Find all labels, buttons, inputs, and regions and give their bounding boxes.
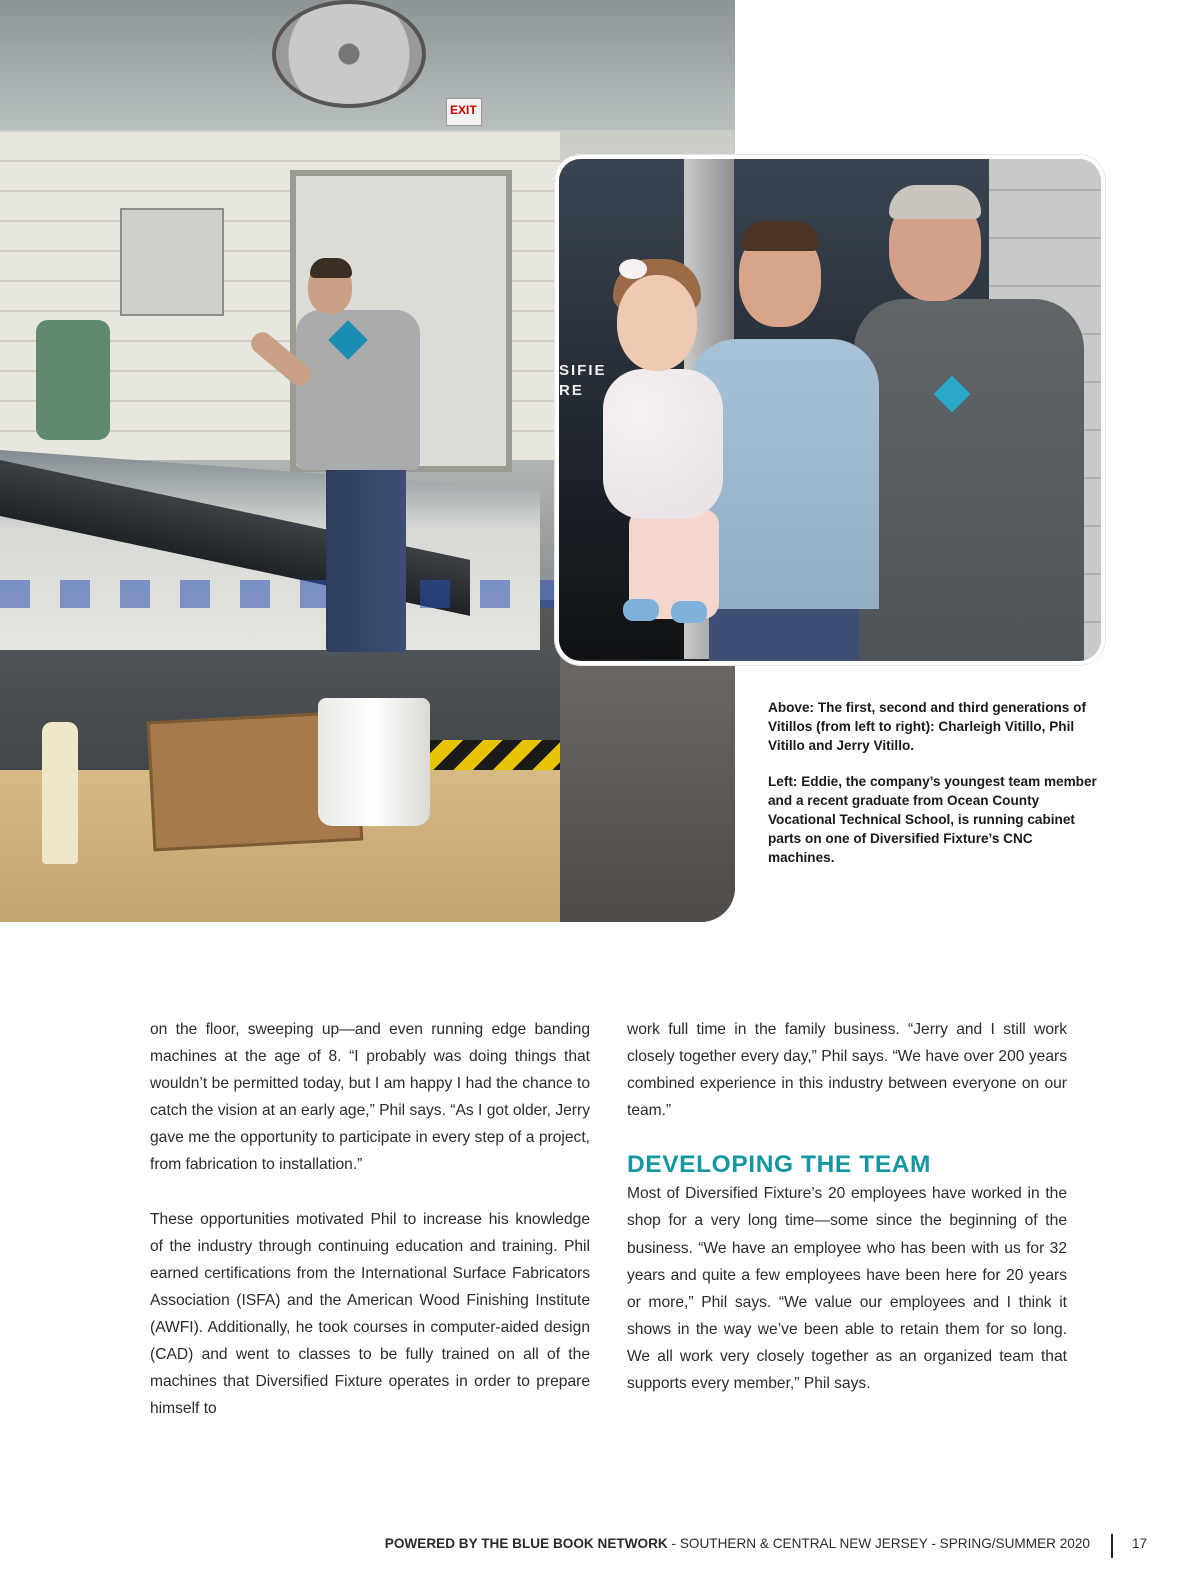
- caption-above: Above: The first, second and third generations of Vitillos (from left to right): Charleigh Vitillo, Phil Vitillo and Jerry Vitillo.: [768, 700, 1086, 753]
- charleigh-head: [617, 275, 697, 371]
- article-column-right: [627, 1016, 1067, 1397]
- page-footer: [0, 1534, 1200, 1558]
- worker-hair: [310, 258, 352, 278]
- charleigh-outfit: [603, 369, 723, 519]
- section-heading: DEVELOPING THE TEAM: [627, 1151, 932, 1179]
- exit-sign-icon: [446, 98, 482, 126]
- jerry-shirt: [854, 299, 1084, 665]
- bench-grinder: [36, 320, 110, 440]
- page-number: 17: [1132, 1536, 1148, 1551]
- footer-brand: POWERED BY THE BLUE BOOK NETWORK: [384, 1536, 668, 1551]
- electrical-panel: [120, 208, 224, 316]
- metal-cart: [560, 640, 735, 922]
- paragraph: on the floor, sweeping up—and even running edge banding machines at the age of 8. “I probably was doing things that wouldn’t be permitted today, but I am happy I had the chance to catch the vision at an early age,” Phil says. “As I got older, Jerry gave me the opportunity to participate in every step of a project, from fabrication to installation.”: [150, 1021, 590, 1174]
- caption-left: Left: Eddie, the company’s youngest team member and a recent graduate from Ocean County Vocational Technical School, is running cabinet parts on one of Diversified Fixture’s CNC machines.: [768, 774, 1097, 865]
- footer-edition: - SOUTHERN & CENTRAL NEW JERSEY - SPRING/SUMMER 2020: [667, 1536, 1090, 1551]
- paragraph: These opportunities motivated Phil to increase his knowledge of the industry through continuing education and training. Phil earned certifications from the International Surface Fabricators Association (ISFA) and the American Wood Finishing Institute (AWFI). Additionally, he took courses in computer-aided design (CAD) and went to classes to be fully trained on all of the machines that Diversified Fixture operates in order to prepare himself to: [150, 1210, 590, 1418]
- paragraph: work full time in the family business. “Jerry and I still work closely together every day,” Phil says. “We have over 200 years combined experience in this industry between everyone on our team.”: [627, 1021, 1067, 1120]
- hair-bow-icon: [619, 259, 647, 279]
- photo-captions: [768, 699, 1098, 867]
- glue-bottle: [42, 722, 78, 864]
- article-column-left: [150, 1016, 590, 1422]
- worker-jeans: [326, 462, 406, 652]
- plastic-bucket: [318, 698, 430, 826]
- baby-shoe: [623, 599, 659, 621]
- paragraph: Most of Diversified Fixture’s 20 employees have worked in the shop for a very long time—some since the beginning of the business. “We have an employee who has been with us for 32 years and quite a few employees have been here for 20 years or more,” Phil says. “We value our employees and I think it shows in the way we’ve been able to retain them for so long. We all work very closely together as an organized team that supports every member,” Phil says.: [627, 1185, 1067, 1393]
- baby-shoe: [671, 601, 707, 623]
- phil-jeans: [709, 609, 859, 665]
- window-lettering: SIFIE RE: [559, 362, 607, 399]
- fan-icon: [272, 0, 426, 108]
- footer-credit: [385, 1536, 1090, 1551]
- jerry-hair: [889, 185, 981, 219]
- phil-hair: [741, 221, 819, 251]
- family-photo: [555, 155, 1105, 665]
- machine-wave-stripe: [0, 580, 560, 608]
- footer-divider: [1111, 1534, 1113, 1558]
